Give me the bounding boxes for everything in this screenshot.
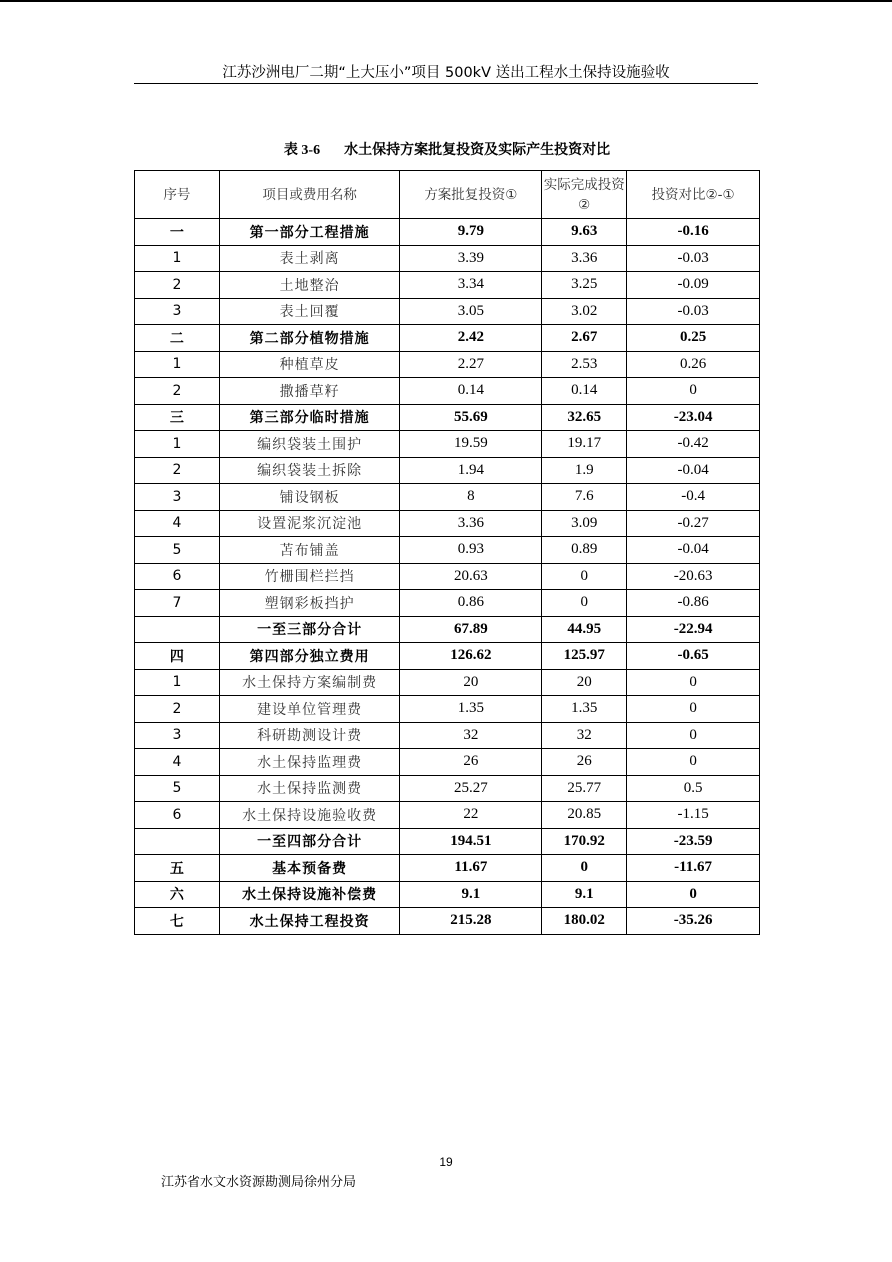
cell-difference: 0 — [627, 378, 760, 405]
table-row — [135, 484, 760, 511]
table-number: 表 3-6 — [283, 143, 321, 158]
cell-item-name: 编织袋装土拆除 — [219, 457, 400, 484]
cell-difference: -23.04 — [627, 404, 760, 431]
cell-approved: 0.14 — [400, 378, 542, 405]
cell-approved: 20 — [400, 669, 542, 696]
cell-seq: 4 — [135, 510, 220, 537]
top-border — [0, 0, 892, 2]
cell-actual: 180.02 — [542, 908, 627, 935]
cell-difference: 0 — [627, 696, 760, 723]
table-row — [135, 298, 760, 325]
cell-approved: 1.35 — [400, 696, 542, 723]
cell-seq: 1 — [135, 431, 220, 458]
cell-actual: 2.53 — [542, 351, 627, 378]
cell-actual: 3.36 — [542, 245, 627, 272]
cell-actual: 25.77 — [542, 775, 627, 802]
cell-actual: 7.6 — [542, 484, 627, 511]
cell-approved: 194.51 — [400, 828, 542, 855]
cell-actual: 125.97 — [542, 643, 627, 670]
cell-seq: 五 — [135, 855, 220, 882]
cell-actual: 1.9 — [542, 457, 627, 484]
table-row — [135, 881, 760, 908]
cell-approved: 26 — [400, 749, 542, 776]
cell-item-name: 科研勘测设计费 — [219, 722, 400, 749]
cell-actual: 32.65 — [542, 404, 627, 431]
cell-difference: -0.4 — [627, 484, 760, 511]
cell-actual: 0.14 — [542, 378, 627, 405]
cell-item-name: 一至四部分合计 — [219, 828, 400, 855]
cell-seq: 三 — [135, 404, 220, 431]
cell-seq: 四 — [135, 643, 220, 670]
page-number: 19 — [439, 1155, 453, 1169]
cell-item-name: 竹栅围栏拦挡 — [219, 563, 400, 590]
cell-difference: -22.94 — [627, 616, 760, 643]
cell-approved: 32 — [400, 722, 542, 749]
table-row — [135, 351, 760, 378]
cell-difference: 0.25 — [627, 325, 760, 352]
cell-seq: 六 — [135, 881, 220, 908]
table-row — [135, 855, 760, 882]
cell-actual: 3.09 — [542, 510, 627, 537]
cell-seq: 七 — [135, 908, 220, 935]
cell-actual: 20 — [542, 669, 627, 696]
table-header-row — [135, 171, 760, 219]
cell-actual: 32 — [542, 722, 627, 749]
cell-approved: 67.89 — [400, 616, 542, 643]
cell-difference: -0.42 — [627, 431, 760, 458]
cell-approved: 215.28 — [400, 908, 542, 935]
cell-actual: 3.25 — [542, 272, 627, 299]
cell-item-name: 第一部分工程措施 — [219, 219, 400, 246]
cell-actual: 0 — [542, 590, 627, 617]
document-header: 江苏沙洲电厂二期“上大压小”项目 500kV 送出工程水土保持设施验收 — [222, 65, 670, 81]
table-row — [135, 696, 760, 723]
cell-item-name: 撒播草籽 — [219, 378, 400, 405]
cell-item-name: 水土保持方案编制费 — [219, 669, 400, 696]
table-row — [135, 378, 760, 405]
cell-difference: -23.59 — [627, 828, 760, 855]
cell-seq: 3 — [135, 722, 220, 749]
cell-difference: -0.16 — [627, 219, 760, 246]
cell-seq: 6 — [135, 563, 220, 590]
header-rule — [134, 83, 758, 84]
cell-seq — [135, 828, 220, 855]
cell-seq: 5 — [135, 537, 220, 564]
cell-actual: 44.95 — [542, 616, 627, 643]
cell-item-name: 水土保持设施验收费 — [219, 802, 400, 829]
header-investment-difference: 投资对比②-① — [627, 171, 760, 219]
cell-approved: 3.05 — [400, 298, 542, 325]
cell-actual: 19.17 — [542, 431, 627, 458]
cell-difference: -0.86 — [627, 590, 760, 617]
cell-seq: 2 — [135, 696, 220, 723]
table-row — [135, 404, 760, 431]
cell-seq: 2 — [135, 457, 220, 484]
cell-item-name: 水土保持设施补偿费 — [219, 881, 400, 908]
table-row — [135, 245, 760, 272]
cell-difference: 0 — [627, 881, 760, 908]
cell-item-name: 种植草皮 — [219, 351, 400, 378]
cell-seq: 5 — [135, 775, 220, 802]
table-row — [135, 325, 760, 352]
cell-approved: 22 — [400, 802, 542, 829]
cell-actual: 3.02 — [542, 298, 627, 325]
cell-actual: 1.35 — [542, 696, 627, 723]
cell-seq: 一 — [135, 219, 220, 246]
cell-difference: -20.63 — [627, 563, 760, 590]
cell-item-name: 第四部分独立费用 — [219, 643, 400, 670]
cell-approved: 126.62 — [400, 643, 542, 670]
cell-approved: 20.63 — [400, 563, 542, 590]
cell-seq: 3 — [135, 298, 220, 325]
table-row — [135, 616, 760, 643]
table-row — [135, 537, 760, 564]
cell-approved: 3.39 — [400, 245, 542, 272]
table-row — [135, 431, 760, 458]
cell-actual: 170.92 — [542, 828, 627, 855]
cell-item-name: 设置泥浆沉淀池 — [219, 510, 400, 537]
table-row — [135, 272, 760, 299]
cell-seq: 1 — [135, 351, 220, 378]
table-row — [135, 643, 760, 670]
cell-actual: 2.67 — [542, 325, 627, 352]
table-row — [135, 722, 760, 749]
table-row — [135, 219, 760, 246]
cell-item-name: 第三部分临时措施 — [219, 404, 400, 431]
cell-approved: 11.67 — [400, 855, 542, 882]
cell-item-name: 表土剥离 — [219, 245, 400, 272]
cell-approved: 19.59 — [400, 431, 542, 458]
cell-actual: 20.85 — [542, 802, 627, 829]
cell-difference: -0.04 — [627, 457, 760, 484]
cell-difference: -0.65 — [627, 643, 760, 670]
cell-item-name: 建设单位管理费 — [219, 696, 400, 723]
cell-item-name: 编织袋装土围护 — [219, 431, 400, 458]
cell-approved: 55.69 — [400, 404, 542, 431]
table-row — [135, 563, 760, 590]
footer-organization: 江苏省水文水资源勘测局徐州分局 — [161, 1175, 357, 1190]
investment-comparison-table — [134, 170, 760, 935]
cell-actual: 9.1 — [542, 881, 627, 908]
cell-difference: -1.15 — [627, 802, 760, 829]
cell-approved: 0.86 — [400, 590, 542, 617]
cell-item-name: 第二部分植物措施 — [219, 325, 400, 352]
cell-approved: 2.27 — [400, 351, 542, 378]
cell-difference: -0.04 — [627, 537, 760, 564]
cell-approved: 9.1 — [400, 881, 542, 908]
cell-seq: 2 — [135, 378, 220, 405]
cell-seq: 6 — [135, 802, 220, 829]
cell-approved: 3.36 — [400, 510, 542, 537]
cell-approved: 25.27 — [400, 775, 542, 802]
cell-difference: -0.03 — [627, 245, 760, 272]
table-row — [135, 457, 760, 484]
cell-item-name: 水土保持监理费 — [219, 749, 400, 776]
header-seq: 序号 — [135, 171, 220, 219]
cell-seq: 4 — [135, 749, 220, 776]
cell-item-name: 一至三部分合计 — [219, 616, 400, 643]
cell-difference: -0.27 — [627, 510, 760, 537]
cell-approved: 0.93 — [400, 537, 542, 564]
header-actual-investment: 实际完成投资② — [542, 171, 627, 219]
cell-seq: 1 — [135, 245, 220, 272]
cell-actual: 26 — [542, 749, 627, 776]
cell-seq: 7 — [135, 590, 220, 617]
cell-approved: 8 — [400, 484, 542, 511]
cell-actual: 9.63 — [542, 219, 627, 246]
cell-difference: 0.5 — [627, 775, 760, 802]
cell-actual: 0 — [542, 563, 627, 590]
cell-difference: 0 — [627, 722, 760, 749]
table-row — [135, 775, 760, 802]
cell-difference: 0 — [627, 669, 760, 696]
header-approved-investment: 方案批复投资① — [400, 171, 542, 219]
cell-difference: 0.26 — [627, 351, 760, 378]
cell-item-name: 基本预备费 — [219, 855, 400, 882]
cell-seq: 2 — [135, 272, 220, 299]
cell-difference: 0 — [627, 749, 760, 776]
table-row — [135, 669, 760, 696]
cell-item-name: 苫布铺盖 — [219, 537, 400, 564]
cell-seq: 1 — [135, 669, 220, 696]
cell-item-name: 表土回覆 — [219, 298, 400, 325]
cell-approved: 2.42 — [400, 325, 542, 352]
cell-difference: -35.26 — [627, 908, 760, 935]
cell-seq: 3 — [135, 484, 220, 511]
cell-difference: -11.67 — [627, 855, 760, 882]
cell-item-name: 水土保持工程投资 — [219, 908, 400, 935]
cell-item-name: 塑钢彩板挡护 — [219, 590, 400, 617]
cell-item-name: 土地整治 — [219, 272, 400, 299]
table-row — [135, 908, 760, 935]
cell-difference: -0.03 — [627, 298, 760, 325]
table-row — [135, 510, 760, 537]
table-row — [135, 749, 760, 776]
table-row — [135, 802, 760, 829]
cell-approved: 3.34 — [400, 272, 542, 299]
table-row — [135, 590, 760, 617]
cell-seq — [135, 616, 220, 643]
header-item-name: 项目或费用名称 — [219, 171, 400, 219]
cell-item-name: 水土保持监测费 — [219, 775, 400, 802]
cell-difference: -0.09 — [627, 272, 760, 299]
cell-approved: 1.94 — [400, 457, 542, 484]
cell-item-name: 铺设钢板 — [219, 484, 400, 511]
cell-approved: 9.79 — [400, 219, 542, 246]
cell-actual: 0.89 — [542, 537, 627, 564]
table-title: 水土保持方案批复投资及实际产生投资对比 — [344, 142, 611, 158]
table-caption — [134, 141, 760, 160]
cell-seq: 二 — [135, 325, 220, 352]
table-row — [135, 828, 760, 855]
cell-actual: 0 — [542, 855, 627, 882]
